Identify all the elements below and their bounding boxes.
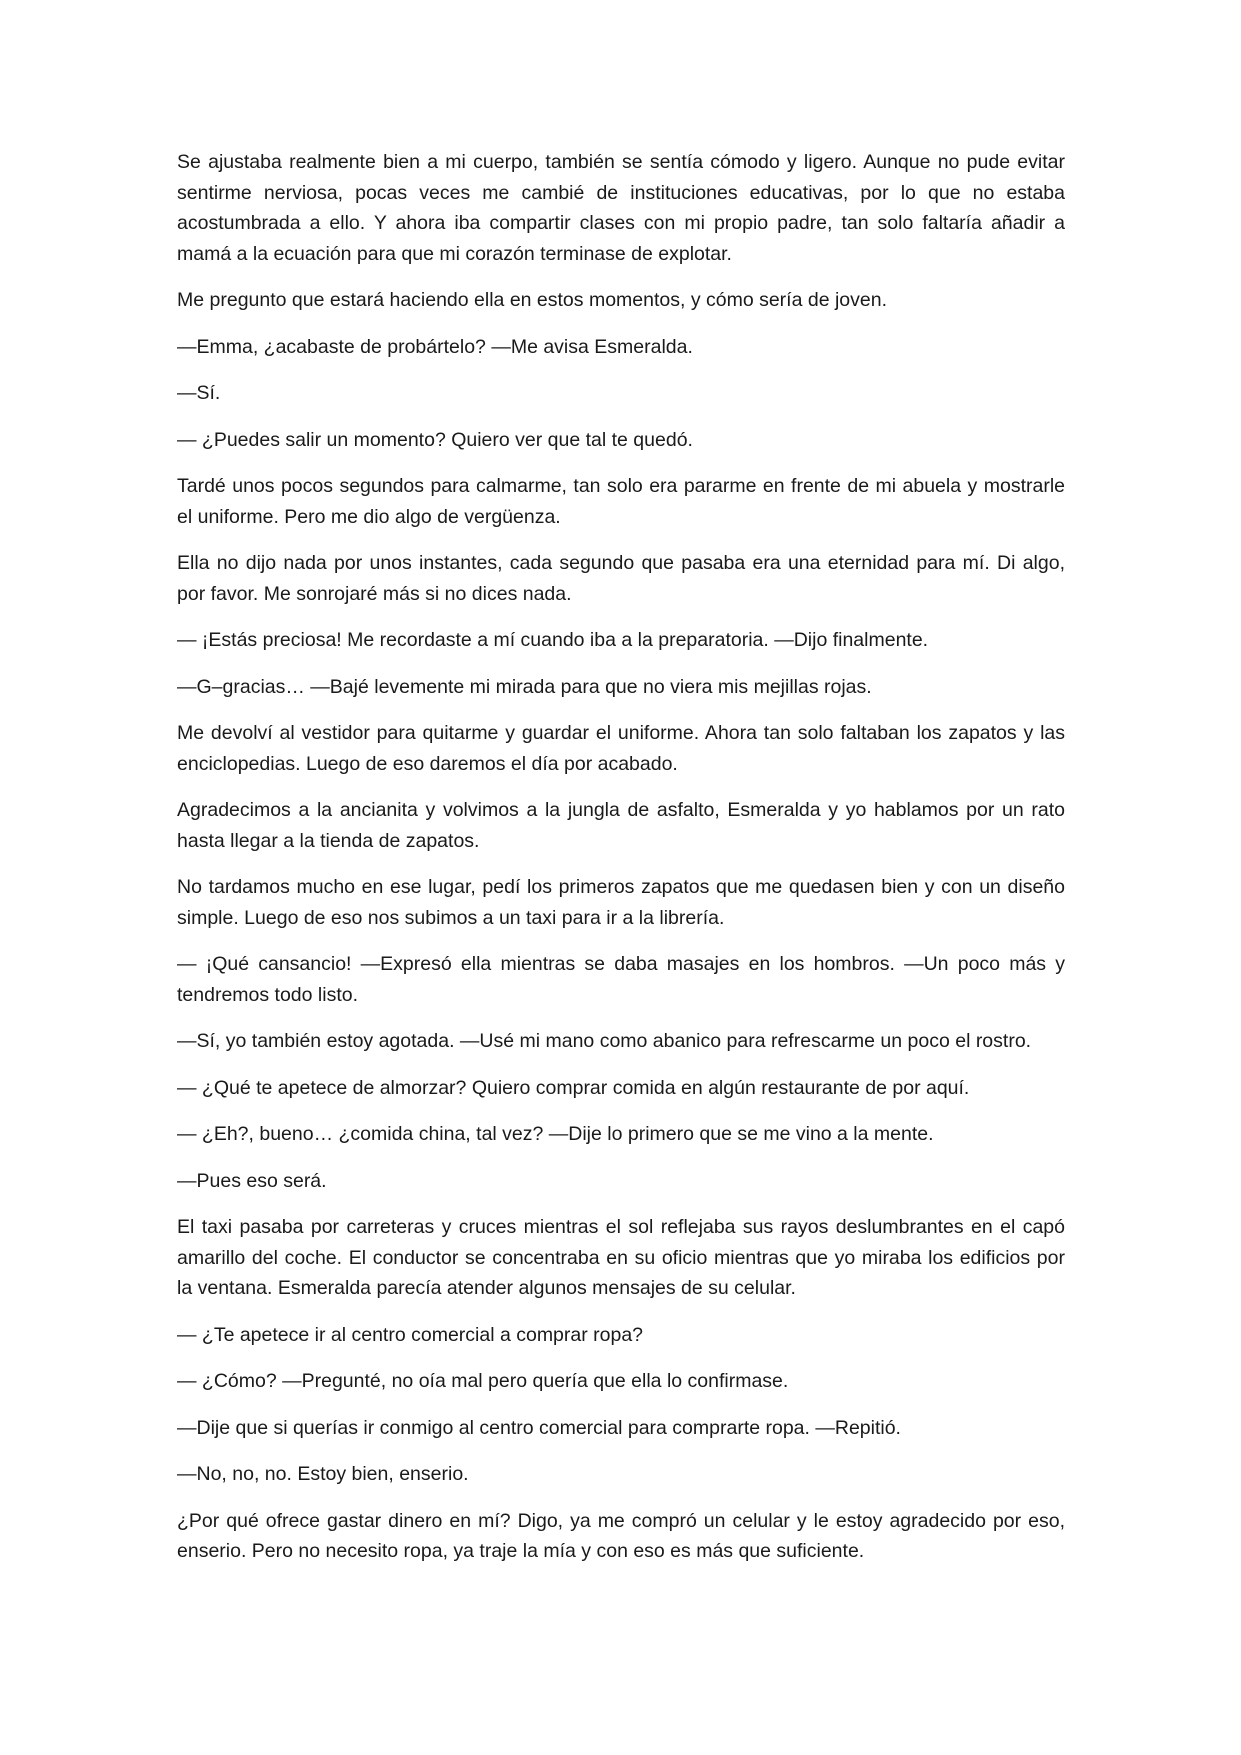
paragraph: — ¡Qué cansancio! —Expresó ella mientras se daba masajes en los hombros. —Un poco más y tendremos todo listo. — [177, 953, 1065, 1006]
paragraph: El taxi pasaba por carreteras y cruces mientras el sol reflejaba sus rayos deslumbrantes en el capó amarillo del coche. El conductor se concentraba en su oficio mientras que yo miraba los edificios por la ventana. Esmeralda parecía atender algunos mensajes de su celular. — [177, 1216, 1065, 1299]
paragraph: No tardamos mucho en ese lugar, pedí los primeros zapatos que me quedasen bien y con un diseño simple. Luego de eso nos subimos a un taxi para ir a la librería. — [177, 876, 1065, 929]
paragraph: Ella no dijo nada por unos instantes, cada segundo que pasaba era una eternidad para mí. Di algo, por favor. Me sonrojaré más si no dices nada. — [177, 552, 1065, 605]
paragraph: —Sí, yo también estoy agotada. —Usé mi mano como abanico para refrescarme un poco el rostro. — [177, 1030, 1032, 1052]
paragraph: —Emma, ¿acabaste de probártelo? —Me avisa Esmeralda. — [177, 335, 693, 358]
paragraph: —Sí. — [177, 382, 221, 404]
paragraph: —No, no, no. Estoy bien, enserio. — [177, 1463, 469, 1485]
paragraph: —Pues eso será. — [177, 1169, 327, 1192]
paragraph: — ¿Eh?, bueno… ¿comida china, tal vez? —Dije lo primero que se me vino a la mente. — [177, 1123, 934, 1145]
paragraph: — ¿Puedes salir un momento? Quiero ver que tal te quedó. — [177, 428, 693, 451]
paragraph: Agradecimos a la ancianita y volvimos a la jungla de asfalto, Esmeralda y yo hablamos por un rato hasta llegar a la tienda de zapatos. — [177, 799, 1065, 852]
paragraph: — ¡Estás preciosa! Me recordaste a mí cuando iba a la preparatoria. —Dijo finalmente. — [177, 629, 929, 651]
paragraph: Me pregunto que estará haciendo ella en estos momentos, y cómo sería de joven. — [177, 289, 887, 311]
paragraph: — ¿Cómo? —Pregunté, no oía mal pero quería que ella lo confirmase. — [177, 1370, 789, 1392]
paragraph: ¿Por qué ofrece gastar dinero en mí? Digo, ya me compró un celular y le estoy agradecido por eso, enserio. Pero no necesito ropa, ya traje la mía y con eso es más que suficiente. — [177, 1509, 1065, 1562]
paragraph: —G–gracias… —Bajé levemente mi mirada para que no viera mis mejillas rojas. — [177, 675, 872, 698]
paragraph: Tardé unos pocos segundos para calmarme, tan solo era pararme en frente de mi abuela y mostrarle el uniforme. Pero me dio algo de vergüenza. — [177, 475, 1065, 528]
paragraph: — ¿Te apetece ir al centro comercial a comprar ropa? — [177, 1323, 644, 1346]
paragraph: — ¿Qué te apetece de almorzar? Quiero comprar comida en algún restaurante de por aquí. — [177, 1076, 970, 1099]
paragraph: Me devolví al vestidor para quitarme y guardar el uniforme. Ahora tan solo faltaban los zapatos y las enciclopedias. Luego de eso daremos el día por acabado. — [177, 722, 1065, 775]
document-page — [177, 147, 1065, 1583]
paragraph: —Dije que si querías ir conmigo al centro comercial para comprarte ropa. —Repitió. — [177, 1416, 901, 1439]
paragraph: Se ajustaba realmente bien a mi cuerpo, también se sentía cómodo y ligero. Aunque no pude evitar sentirme nerviosa, pocas veces me cambié de instituciones educativas, por lo que no estaba acostumbrada a ello. Y ahora iba compartir clases con mi propio padre, tan solo faltaría añadir a mamá a la ecuación para que mi corazón terminase de explotar. — [177, 151, 1065, 265]
